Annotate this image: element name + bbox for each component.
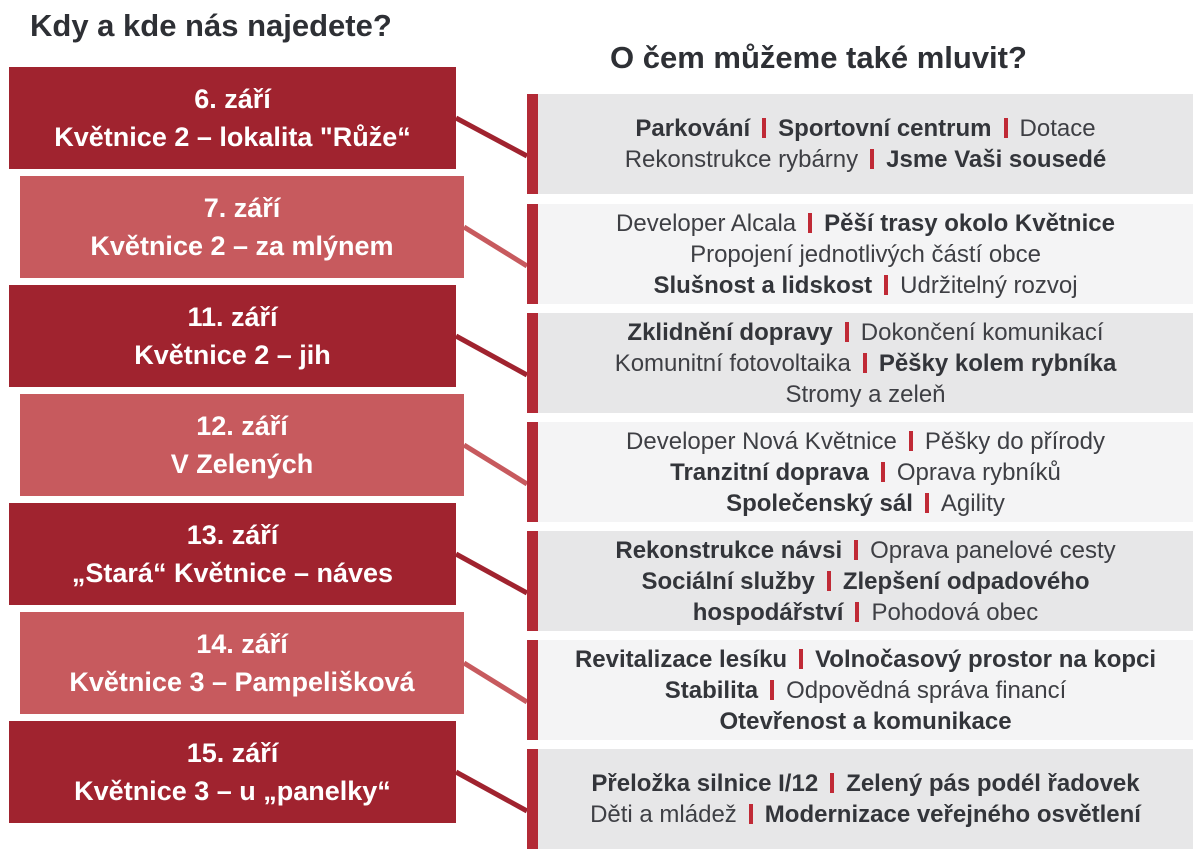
topic-line [641, 566, 1089, 597]
topic-item: Rekonstrukce návsi [615, 536, 843, 564]
event-place: Květnice 3 – u „panelky“ [74, 776, 391, 806]
event-place: „Stará“ Květnice – náves [71, 558, 394, 588]
left-heading: Kdy a kde nás najedete? [30, 8, 392, 43]
event-card [9, 721, 456, 823]
separator-bar [749, 804, 753, 824]
topic-item: Pěšky do přírody [924, 427, 1105, 455]
event-date: 13. září [186, 520, 279, 550]
topic-line [635, 113, 1095, 144]
separator-bar [881, 462, 885, 482]
separator-bar [909, 431, 913, 451]
topic-item: Revitalizace lesíku [574, 645, 788, 673]
topic-item: Pěší trasy okolo Květnice [824, 209, 1115, 237]
topic-panel [527, 749, 1193, 849]
topic-item: Přeložka silnice I/12 [591, 770, 819, 797]
event-card [20, 394, 464, 496]
right-heading: O čem můžeme také mluvit? [610, 40, 1027, 75]
topic-item: Slušnost a lidskost [653, 271, 873, 299]
topic-item: Sociální služby [641, 567, 815, 595]
topic-item: Developer Alcala [616, 209, 797, 237]
topic-item: Modernizace veřejného osvětlení [764, 801, 1141, 828]
topic-item: Komunitní fotovoltaika [614, 349, 851, 377]
topic-item: Oprava rybníků [896, 458, 1061, 486]
topic-item: Odpovědná správa financí [786, 676, 1067, 704]
topic-line [785, 379, 945, 410]
separator-bar [799, 649, 803, 669]
event-card [9, 503, 456, 605]
topic-line [575, 644, 1156, 675]
topic-line [627, 317, 1103, 348]
topic-item: Děti a mládež [590, 801, 737, 828]
separator-bar [925, 493, 929, 513]
separator-bar [855, 602, 859, 622]
separator-bar [845, 322, 849, 342]
event-date: 12. září [196, 411, 288, 441]
topic-item: Propojení jednotlivých částí obce [690, 240, 1041, 268]
separator-bar [1004, 118, 1008, 138]
separator-bar [870, 149, 874, 169]
topic-line [625, 144, 1107, 175]
separator-bar [827, 571, 831, 591]
topic-line [693, 597, 1039, 628]
topic-item: hospodářství [692, 598, 844, 626]
topic-item: Volnočasový prostor na kopci [815, 645, 1157, 673]
topic-item: Pohodová obec [871, 598, 1039, 626]
topic-line [626, 426, 1105, 457]
connector-line [456, 554, 527, 593]
topic-item: Developer Nová Květnice [626, 427, 897, 455]
connector-line [456, 118, 527, 156]
topic-item: Rekonstrukce rybárny [624, 146, 859, 173]
event-card [20, 176, 464, 278]
separator-bar [863, 353, 867, 373]
topic-line [615, 348, 1117, 379]
topic-item: Agility [940, 489, 1005, 517]
event-place: Květnice 2 – jih [134, 340, 331, 370]
topic-item: Dotace [1019, 115, 1096, 142]
topic-item: Dokončení komunikací [860, 318, 1104, 346]
topic-item: Stabilita [664, 676, 759, 704]
event-place: Květnice 2 – lokalita "Růže“ [54, 122, 411, 152]
topic-item: Zklidnění dopravy [627, 318, 833, 346]
event-date: 14. září [196, 629, 288, 659]
separator-bar [830, 773, 834, 793]
event-card [9, 67, 456, 169]
event-date: 11. září [187, 302, 278, 332]
topic-line [653, 270, 1077, 301]
event-date: 6. září [194, 84, 271, 114]
separator-bar [884, 275, 888, 295]
separator-bar [808, 213, 812, 233]
connector-line [464, 227, 527, 266]
event-date: 15. září [186, 738, 279, 768]
topic-panel [527, 313, 1193, 413]
topic-line [665, 675, 1067, 706]
event-date: 7. září [203, 193, 281, 223]
topic-item: Parkování [635, 115, 751, 142]
topic-line [670, 457, 1061, 488]
event-card [20, 612, 464, 714]
topic-item: Sportovní centrum [778, 115, 992, 142]
topic-item: Stromy a zeleň [785, 380, 946, 408]
connector-line [456, 772, 527, 811]
topic-item: Tranzitní doprava [670, 458, 869, 486]
topic-line [719, 706, 1011, 737]
topic-line [591, 768, 1139, 799]
topic-item: Společenský sál [726, 489, 913, 517]
event-place: V Zelených [170, 449, 314, 479]
separator-bar [762, 118, 766, 138]
topic-panel [527, 204, 1193, 304]
topic-item: Pěšky kolem rybníka [878, 349, 1117, 377]
topic-line [690, 239, 1041, 270]
topic-panel [527, 422, 1193, 522]
topic-item: Jsme Vaši sousedé [886, 146, 1107, 173]
topic-item: Zelený pás podél řadovek [846, 770, 1140, 797]
connector-line [456, 336, 527, 375]
connector-line [464, 445, 527, 484]
topic-item: Otevřenost a komunikace [719, 707, 1012, 735]
separator-bar [854, 540, 858, 560]
topic-line [616, 208, 1115, 239]
topic-panel [527, 640, 1193, 740]
event-place: Květnice 3 – Pampelišková [69, 667, 415, 697]
connector-line [464, 663, 527, 702]
topic-item: Oprava panelové cesty [870, 536, 1116, 564]
event-card [9, 285, 456, 387]
separator-bar [770, 680, 774, 700]
topic-line [726, 488, 1005, 519]
event-place: Květnice 2 – za mlýnem [90, 231, 394, 261]
topic-panel [527, 94, 1193, 194]
topic-item: Zlepšení odpadového [842, 567, 1090, 595]
topic-line [590, 799, 1141, 830]
topic-line [615, 535, 1115, 566]
topic-panel [527, 531, 1193, 631]
topic-item: Udržitelný rozvoj [900, 271, 1078, 299]
